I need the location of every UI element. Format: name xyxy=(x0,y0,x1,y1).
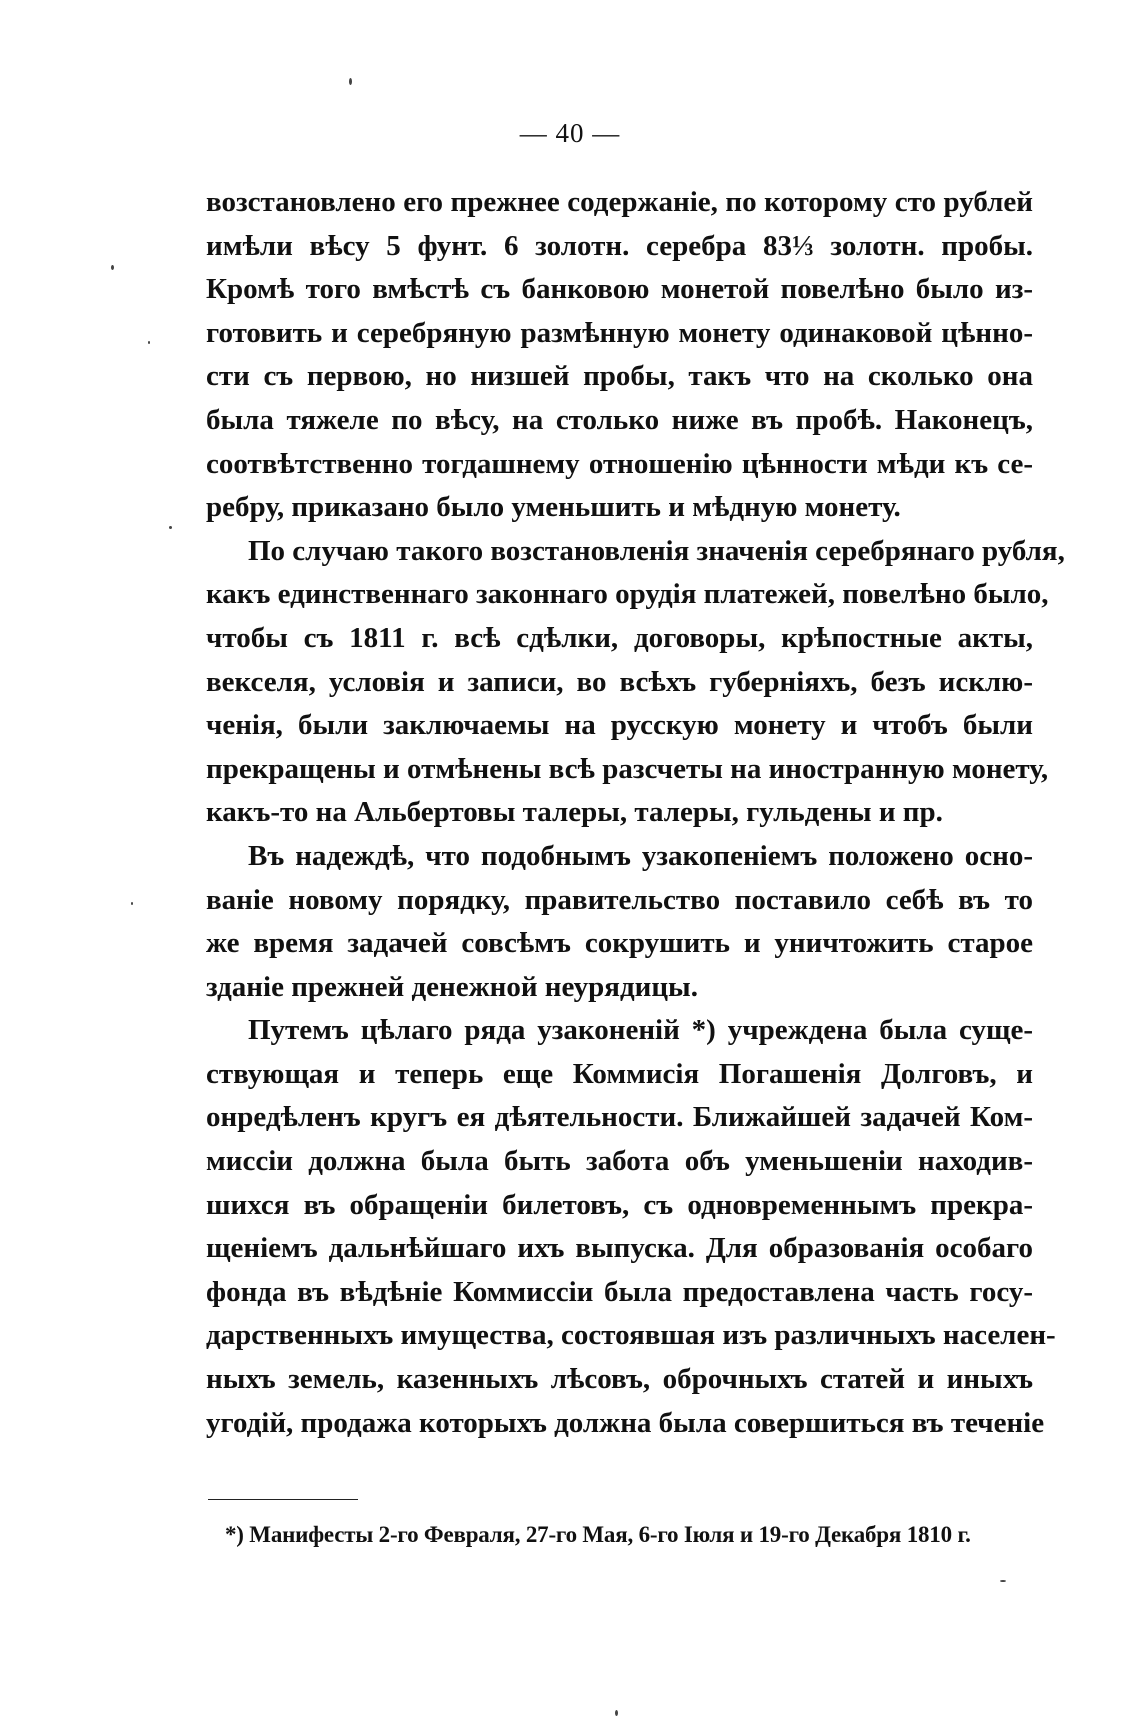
text-line: щеніемъ дальнѣйшаго ихъ выпуска. Для образованія особаго xyxy=(206,1232,1033,1265)
paragraph-2 xyxy=(206,530,1065,835)
text-line: же время задачей совсѣмъ сокрушить и уничтожить старое xyxy=(206,927,1033,960)
paragraph-4 xyxy=(206,1009,1056,1445)
scan-speck xyxy=(131,902,133,905)
text-line: чтобы съ 1811 г. всѣ сдѣлки, договоры, крѣпостные акты, xyxy=(206,621,1033,654)
footnote: *) Манифесты 2-го Февраля, 27-го Мая, 6-го Іюля и 19-го Декабря 1810 г. xyxy=(225,1522,971,1547)
text-line: ребру, приказано было уменьшить и мѣдную монету. xyxy=(206,491,901,524)
footnote-divider xyxy=(208,1499,358,1500)
text-line: угодій, продажа которыхъ должна была совершиться въ теченіе xyxy=(206,1406,1045,1439)
paragraph-1 xyxy=(206,181,1033,530)
text-line: зданіе прежней денежной неурядицы. xyxy=(206,970,698,1003)
body-text xyxy=(206,181,1065,1445)
text-line: ныхъ земель, казенныхъ лѣсовъ, оброчныхъ статей и иныхъ xyxy=(206,1363,1033,1396)
text-line: дарственныхъ имущества, состоявшая изъ различныхъ населен- xyxy=(206,1319,1056,1352)
page-number: — 40 — xyxy=(519,118,621,148)
text-line: Кромѣ того вмѣстѣ съ банковою монетой повелѣно было из- xyxy=(206,273,1033,306)
scan-speck xyxy=(148,341,150,344)
text-line: шихся въ обращеніи билетовъ, съ одновременнымъ прекра- xyxy=(206,1188,1033,1221)
text-line: возстановлено его прежнее содержаніе, по которому сто рублей xyxy=(206,186,1033,218)
text-line: Путемъ цѣлаго ряда узаконеній *) учреждена была суще- xyxy=(248,1014,1033,1047)
text-line: фонда въ вѣдѣніе Коммиссіи была предоставлена часть госу- xyxy=(206,1275,1033,1308)
text-line: какъ единственнаго законнаго орудія платежей, повелѣно было, xyxy=(206,578,1049,611)
text-line: была тяжеле по вѣсу, на столько ниже въ пробѣ. Наконецъ, xyxy=(206,403,1033,436)
text-line: ствующая и теперь еще Коммисія Погашенія Долговъ, и xyxy=(206,1057,1033,1090)
scan-speck xyxy=(169,526,172,529)
scan-speck xyxy=(111,265,114,270)
text-line: имѣли вѣсу 5 фунт. 6 золотн. серебра 83⅓ золотн. пробы. xyxy=(206,229,1033,262)
paragraph-3 xyxy=(206,835,1033,1009)
scan-speck xyxy=(349,78,352,85)
text-line: онредѣленъ кругъ ея дѣятельности. Ближайшей задачей Ком- xyxy=(206,1101,1033,1134)
text-line: прекращены и отмѣнены всѣ разсчеты на иностранную монету, xyxy=(206,752,1049,785)
scan-speck xyxy=(1000,1580,1006,1582)
text-line: векселя, условія и записи, во всѣхъ губерніяхъ, безъ исклю- xyxy=(206,665,1033,698)
text-line: По случаю такого возстановленія значенія серебрянаго рубля, xyxy=(248,534,1065,567)
text-line: Въ надеждѣ, что подобнымъ узакопеніемъ положено осно- xyxy=(248,839,1033,872)
text-line: готовить и серебряную размѣнную монету одинаковой цѣнно- xyxy=(206,316,1033,349)
scan-speck xyxy=(615,1710,618,1716)
text-line: ваніе новому порядку, правительство поставило себѣ въ то xyxy=(206,883,1033,916)
text-line: сти съ первою, но низшей пробы, такъ что на сколько она xyxy=(206,360,1033,393)
text-line: миссіи должна была быть забота объ уменьшеніи находив- xyxy=(206,1145,1033,1178)
text-line: какъ-то на Альбертовы талеры, талеры, гульдены и пр. xyxy=(206,796,943,829)
text-line: ченія, были заключаемы на русскую монету и чтобъ были xyxy=(206,709,1033,742)
text-line: соотвѣтственно тогдашнему отношенію цѣнности мѣди къ се- xyxy=(206,447,1033,480)
